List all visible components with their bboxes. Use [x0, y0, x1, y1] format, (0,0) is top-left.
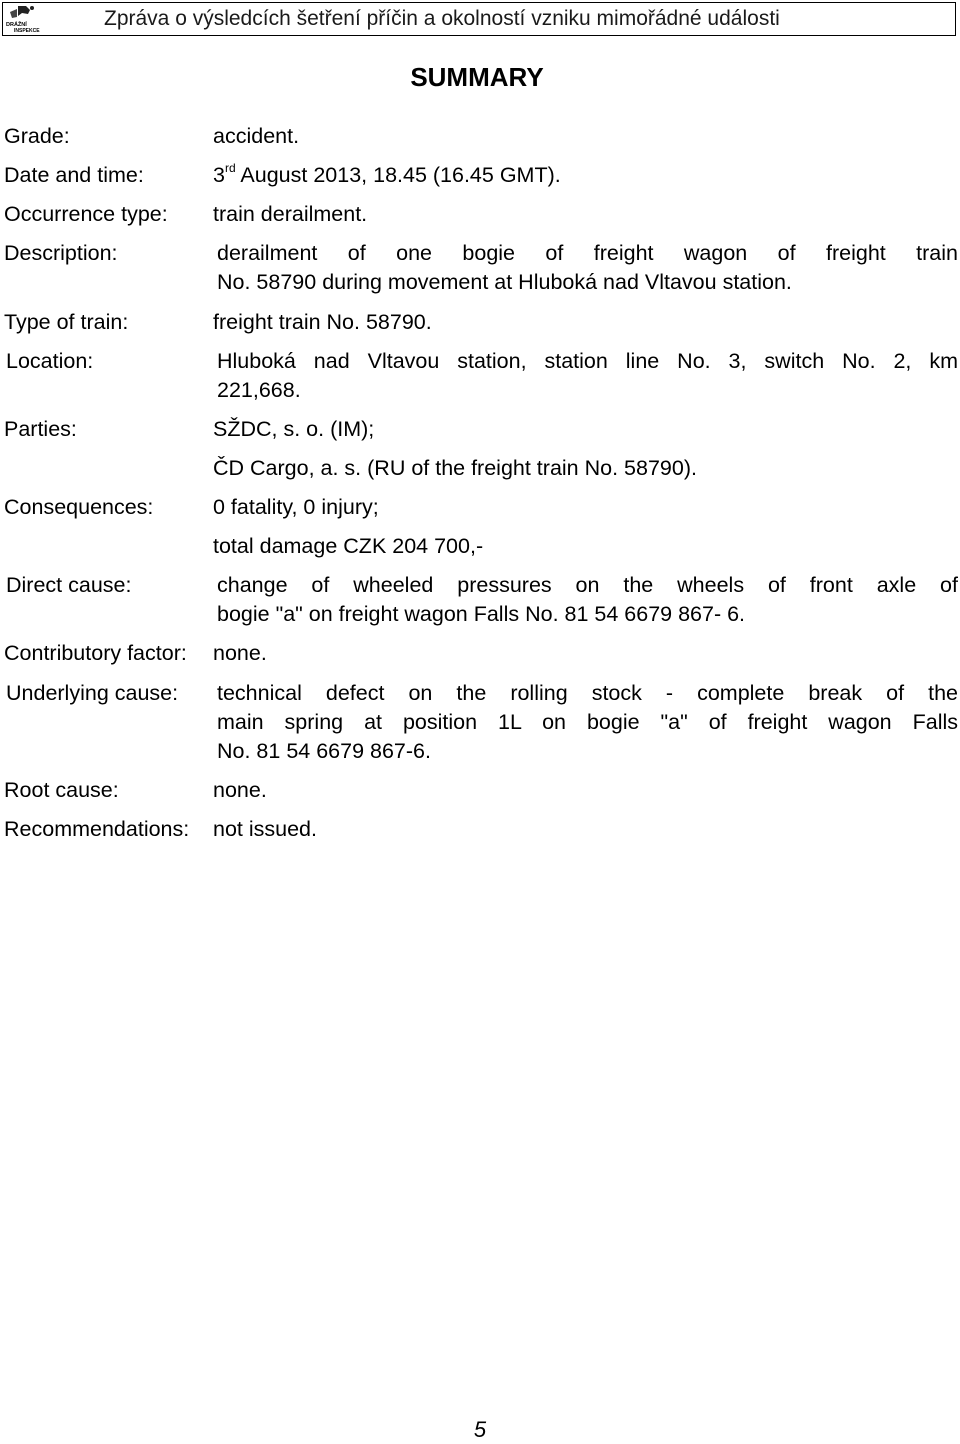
contributory-value: none. — [213, 641, 267, 665]
datetime-value — [213, 161, 561, 190]
underlying-line-2: main spring at position 1L on bogie "a" of freight wagon Falls — [217, 710, 958, 734]
recommendations-value: not issued. — [213, 817, 317, 841]
page-header — [2, 2, 956, 36]
location-label: Location: — [6, 349, 94, 373]
direct-cause-line-2: bogie "a" on freight wagon Falls No. 81 54 6679 867- 6. — [217, 602, 746, 626]
occurrence-value: train derailment. — [213, 202, 368, 226]
datetime-rest: August 2013, 18.45 (16.45 GMT). — [235, 163, 561, 187]
underlying-label: Underlying cause: — [6, 681, 179, 705]
drazni-inspekce-logo — [4, 4, 42, 34]
underlying-line-1: technical defect on the rolling stock - complete break of the — [217, 681, 958, 705]
root-label: Root cause: — [4, 778, 119, 802]
parties-line-1: SŽDC, s. o. (IM); — [213, 417, 375, 441]
consequences-label: Consequences: — [4, 495, 154, 519]
recommendations-label: Recommendations: — [4, 817, 190, 841]
parties-label: Parties: — [4, 417, 77, 441]
underlying-value — [217, 679, 958, 766]
underlying-line-3: No. 81 54 6679 867-6. — [217, 739, 431, 763]
consequences-line-1: 0 fatality, 0 injury; — [213, 495, 379, 519]
page-number: 5 — [473, 1417, 487, 1442]
parties-line-2: ČD Cargo, a. s. (RU of the freight train No. 58790). — [213, 456, 697, 480]
description-value — [217, 239, 958, 297]
location-value — [217, 347, 958, 405]
logo-text-bottom: INSPEKCE — [14, 28, 40, 34]
location-line-1: Hluboká nad Vltavou station, station line No. 3, switch No. 2, km — [217, 349, 958, 373]
root-value: none. — [213, 778, 267, 802]
consequences-line-2: total damage CZK 204 700,- — [213, 534, 484, 558]
direct-cause-line-1: change of wheeled pressures on the wheels of front axle of — [217, 573, 958, 597]
description-line-2: No. 58790 during movement at Hluboká nad Vltavou station. — [217, 270, 792, 294]
location-line-2: 221,668. — [217, 378, 301, 402]
summary-title: SUMMARY — [410, 62, 544, 92]
contributory-label: Contributory factor: — [4, 641, 187, 665]
summary-heading — [0, 62, 954, 93]
direct-cause-label: Direct cause: — [6, 573, 132, 597]
logo-text-top: DRÁŽNÍ — [6, 22, 27, 28]
header-title: Zpráva o výsledcích šetření příčin a okolností vzniku mimořádné události — [104, 7, 780, 30]
description-label: Description: — [4, 241, 118, 265]
grade-label: Grade: — [4, 124, 70, 148]
occurrence-label: Occurrence type: — [4, 202, 168, 226]
direct-cause-value — [217, 571, 958, 629]
train-type-value: freight train No. 58790. — [213, 310, 432, 334]
datetime-day: 3 — [213, 163, 225, 187]
train-type-label: Type of train: — [4, 310, 129, 334]
grade-value: accident. — [213, 124, 300, 148]
description-line-1: derailment of one bogie of freight wagon of freight train — [217, 241, 958, 265]
datetime-suffix: rd — [224, 161, 236, 175]
datetime-label: Date and time: — [4, 163, 144, 187]
